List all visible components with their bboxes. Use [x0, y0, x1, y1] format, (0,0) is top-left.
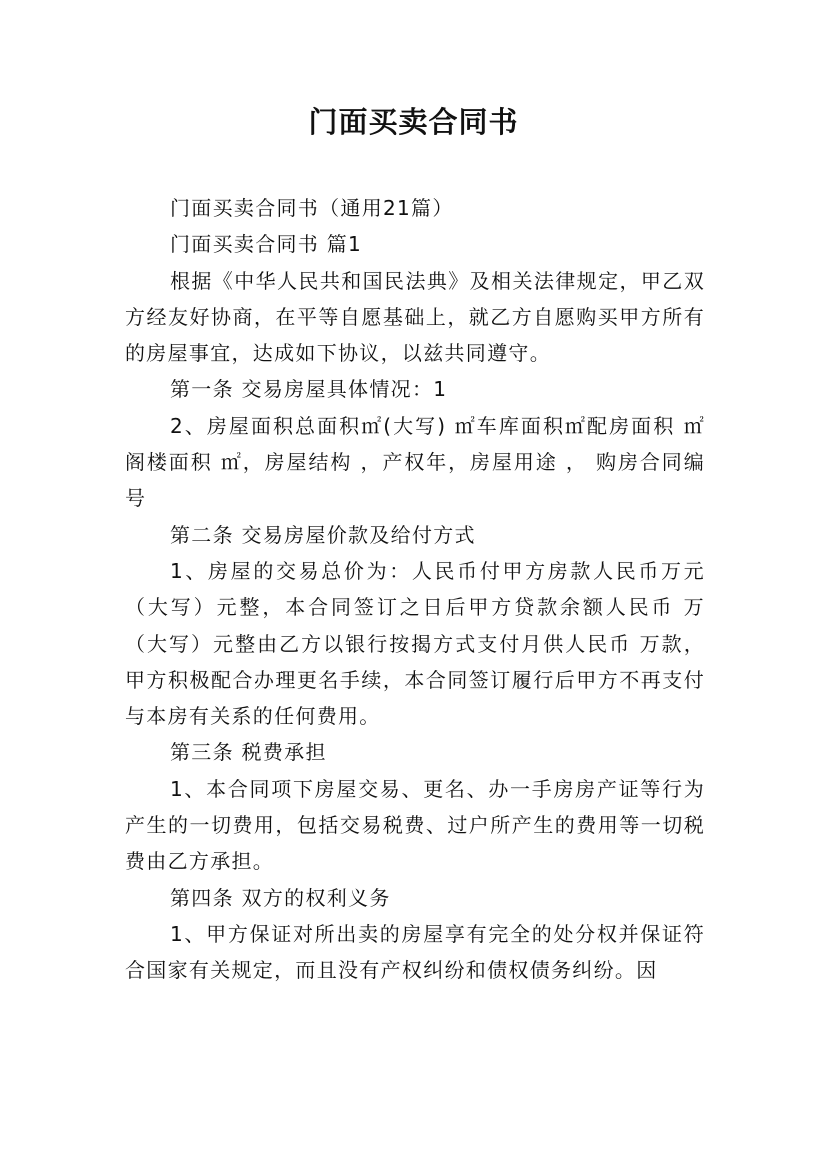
paragraph-article-3-item-1: 1、本合同项下房屋交易、更名、办一手房房产证等行为产生的一切费用，包括交易税费、过户所产生的费用等一切税费由乙方承担。 [125, 776, 705, 874]
document-title: 门面买卖合同书 [308, 105, 519, 139]
paragraph-article-2-item-1: 1、房屋的交易总价为：人民币付甲方房款人民币万元（大写）元整，本合同签订之日后甲方贷款余额人民币 万（大写）元整由乙方以银行按揭方式支付月供人民币 万款，甲方积极配合办理更名手续，本合同签订履行后甲方不再支付与本房有关系的任何费用。 [125, 558, 705, 729]
paragraph-section-heading: 门面买卖合同书 篇1 [170, 232, 363, 257]
paragraph-article-2-heading: 第二条 交易房屋价款及给付方式 [170, 522, 476, 547]
paragraph-article-1-heading: 第一条 交易房屋具体情况：1 [170, 377, 448, 402]
document-body [125, 190, 705, 989]
paragraph-article-1-item-2: 2、房屋面积总面积㎡(大写) ㎡车库面积㎡配房面积 ㎡阁楼面积 ㎡，房屋结构 ，产权年，房屋用途 ， 购房合同编号 [125, 413, 705, 511]
paragraph-subtitle: 门面买卖合同书（通用21篇） [170, 196, 454, 220]
paragraph-article-3-heading: 第三条 税费承担 [170, 740, 327, 765]
paragraph-article-4-item-1: 1、甲方保证对所出卖的房屋享有完全的处分权并保证符合国家有关规定，而且没有产权纠纷和债权债务纠纷。因 [125, 921, 705, 983]
paragraph-preamble: 根据《中华人民共和国民法典》及相关法律规定，甲乙双方经友好协商，在平等自愿基础上，就乙方自愿购买甲方所有的房屋事宜，达成如下协议，以兹共同遵守。 [125, 268, 705, 366]
paragraph-article-4-heading: 第四条 双方的权利义务 [170, 885, 391, 910]
